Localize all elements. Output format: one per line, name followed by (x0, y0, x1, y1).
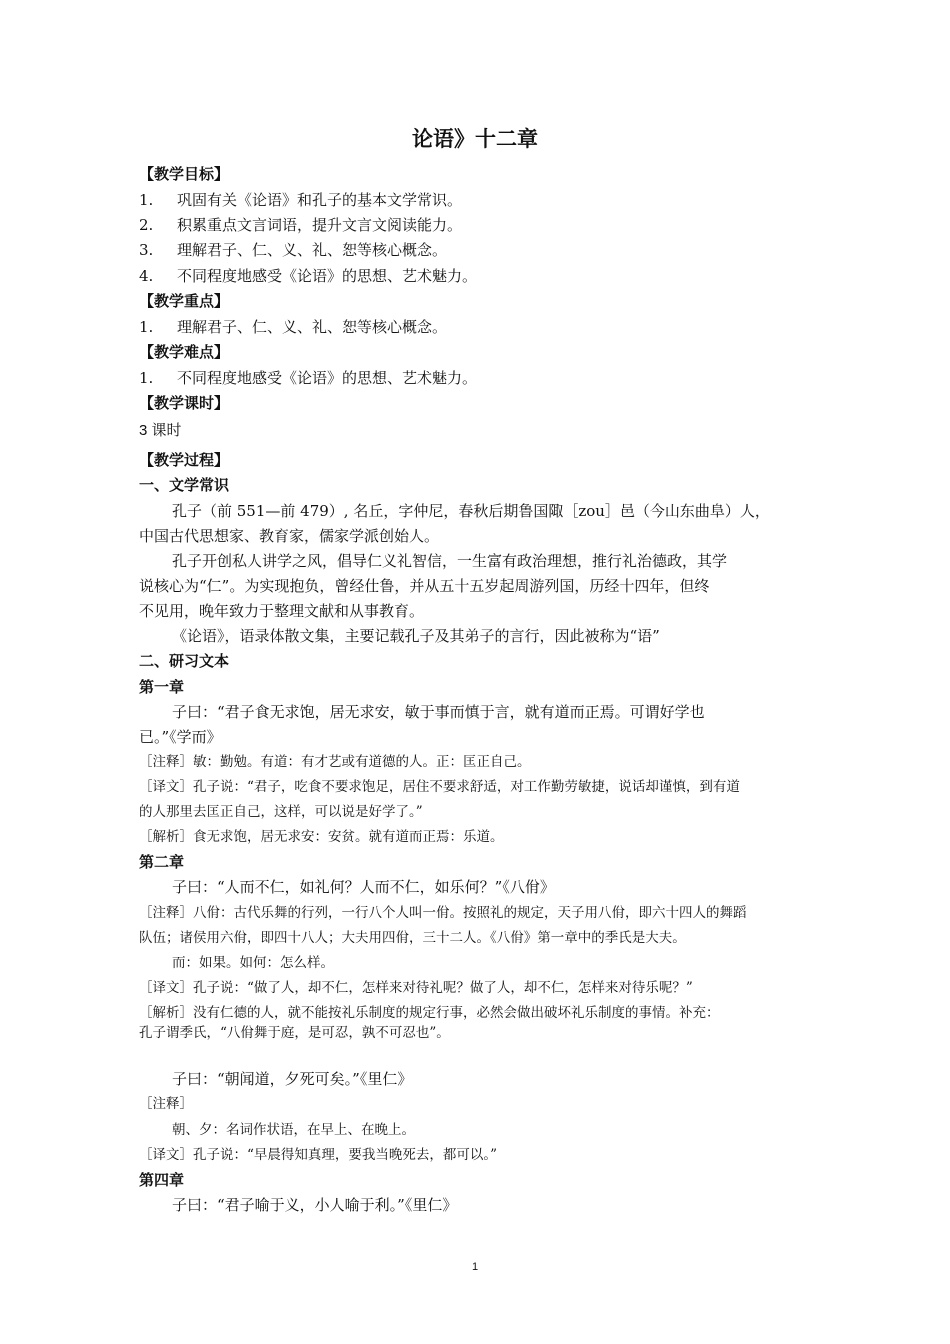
chapter-4-heading: 第四章 (139, 1171, 185, 1189)
paragraph-line: 孔子（前 551—前 479）, 名丘，字仲尼，春秋后期鲁国陬［zou］邑（今山东曲阜）人， (172, 502, 770, 520)
goal-item-2 (139, 215, 462, 235)
paragraph-line: 中国古代思想家、教育家，儒家学派创始人。 (139, 527, 440, 545)
goal-number: 3. (139, 241, 154, 259)
goal-item-4 (139, 266, 477, 286)
difficulty-item (139, 368, 477, 388)
goal-number: 4. (139, 267, 154, 285)
page-number: 1 (471, 1261, 479, 1273)
chapter-1-text: 子曰：“君子食无求饱，居无求安，敏于事而慎于言，就有道而正焉。可谓好学也 (172, 703, 705, 721)
heading-part2: 二、研习文本 (139, 652, 230, 670)
goal-text: 巩固有关《论语》和孔子的基本文学常识。 (177, 191, 463, 209)
paragraph-line: 《论语》，语录体散文集，主要记载孔子及其弟子的言行，因此被称为“语” (172, 627, 660, 645)
chapter-2-analysis: ［解析］没有仁德的人，就不能按礼乐制度的规定行事，必然会做出破坏礼乐制度的事情。补充： (139, 1005, 720, 1021)
goal-item-3 (139, 240, 447, 260)
chapter-3-text: 子曰：“朝闻道，夕死可矣。”《里仁》 (172, 1070, 413, 1088)
hours-text: 3 课时 (139, 422, 182, 439)
goal-text: 理解君子、仁、义、礼、恕等核心概念。 (177, 241, 448, 259)
goal-item-1 (139, 190, 462, 210)
chapter-1-note: ［注释］敏：勤勉。有道：有才艺或有道德的人。正：匡正自己。 (139, 754, 531, 770)
heading-difficulty: 【教学难点】 (139, 343, 230, 361)
goal-number: 1. (139, 191, 154, 209)
heading-part1: 一、文学常识 (139, 476, 230, 494)
chapter-2-note: 队伍；诸侯用六佾，即四十八人；大夫用四佾，三十二人。《八佾》第一章中的季氏是大夫。 (139, 930, 686, 946)
chapter-1-translation: ［译文］孔子说：“君子，吃食不要求饱足，居住不要求舒适，对工作勤劳敏捷，说话却谨慎，到有道 (139, 779, 740, 795)
difficulty-number: 1. (139, 369, 154, 387)
heading-hours: 【教学课时】 (139, 394, 230, 412)
chapter-1-translation: 的人那里去匡正自己，这样，可以说是好学了。” (139, 804, 423, 820)
focus-item (139, 317, 447, 337)
chapter-1-text: 已。”《学而》 (139, 728, 222, 746)
chapter-2-note: 而：如果。如何：怎么样。 (172, 955, 334, 971)
heading-process: 【教学过程】 (139, 451, 230, 469)
chapter-1-heading: 第一章 (139, 678, 185, 696)
chapter-3-translation: ［译文］孔子说：“早晨得知真理，要我当晚死去，都可以。” (139, 1147, 498, 1163)
goal-number: 2. (139, 216, 154, 234)
chapter-3-note: 朝、夕：名词作状语，在早上、在晚上。 (172, 1122, 415, 1138)
heading-focus: 【教学重点】 (139, 292, 230, 310)
goal-text: 积累重点文言词语，提升文言文阅读能力。 (177, 216, 463, 234)
chapter-4-text: 子曰：“君子喻于义，小人喻于利。”《里仁》 (172, 1196, 458, 1214)
chapter-3-note-label: ［注释］ (139, 1096, 193, 1112)
goal-text: 不同程度地感受《论语》的思想、艺术魅力。 (177, 267, 478, 285)
focus-text: 理解君子、仁、义、礼、恕等核心概念。 (177, 318, 448, 336)
chapter-2-analysis: 孔子谓季氏，“八佾舞于庭，是可忍，孰不可忍也”。 (139, 1025, 450, 1041)
paragraph-line: 不见用，晚年致力于整理文献和从事教育。 (139, 602, 425, 620)
chapter-2-text: 子曰：“人而不仁，如礼何？人而不仁，如乐何？”《八佾》 (172, 878, 555, 896)
focus-number: 1. (139, 318, 154, 336)
paragraph-line: 说核心为“仁”。为实现抱负，曾经仕鲁，并从五十五岁起周游列国，历经十四年，但终 (139, 577, 710, 595)
chapter-2-note: ［注释］八佾：古代乐舞的行列，一行八个人叫一佾。按照礼的规定，天子用八佾，即六十四人的舞蹈 (139, 905, 747, 921)
difficulty-text: 不同程度地感受《论语》的思想、艺术魅力。 (177, 369, 478, 387)
paragraph-line: 孔子开创私人讲学之风，倡导仁义礼智信，一生富有政治理想，推行礼治德政，其学 (172, 552, 728, 570)
chapter-2-translation: ［译文］孔子说：“做了人，却不仁，怎样来对待礼呢？做了人，却不仁，怎样来对待乐呢？” (139, 980, 693, 996)
page-title: 论语》十二章 (412, 127, 538, 151)
chapter-1-analysis: ［解析］食无求饱，居无求安：安贫。就有道而正焉：乐道。 (139, 829, 504, 845)
heading-goals: 【教学目标】 (139, 165, 230, 183)
chapter-2-heading: 第二章 (139, 853, 185, 871)
